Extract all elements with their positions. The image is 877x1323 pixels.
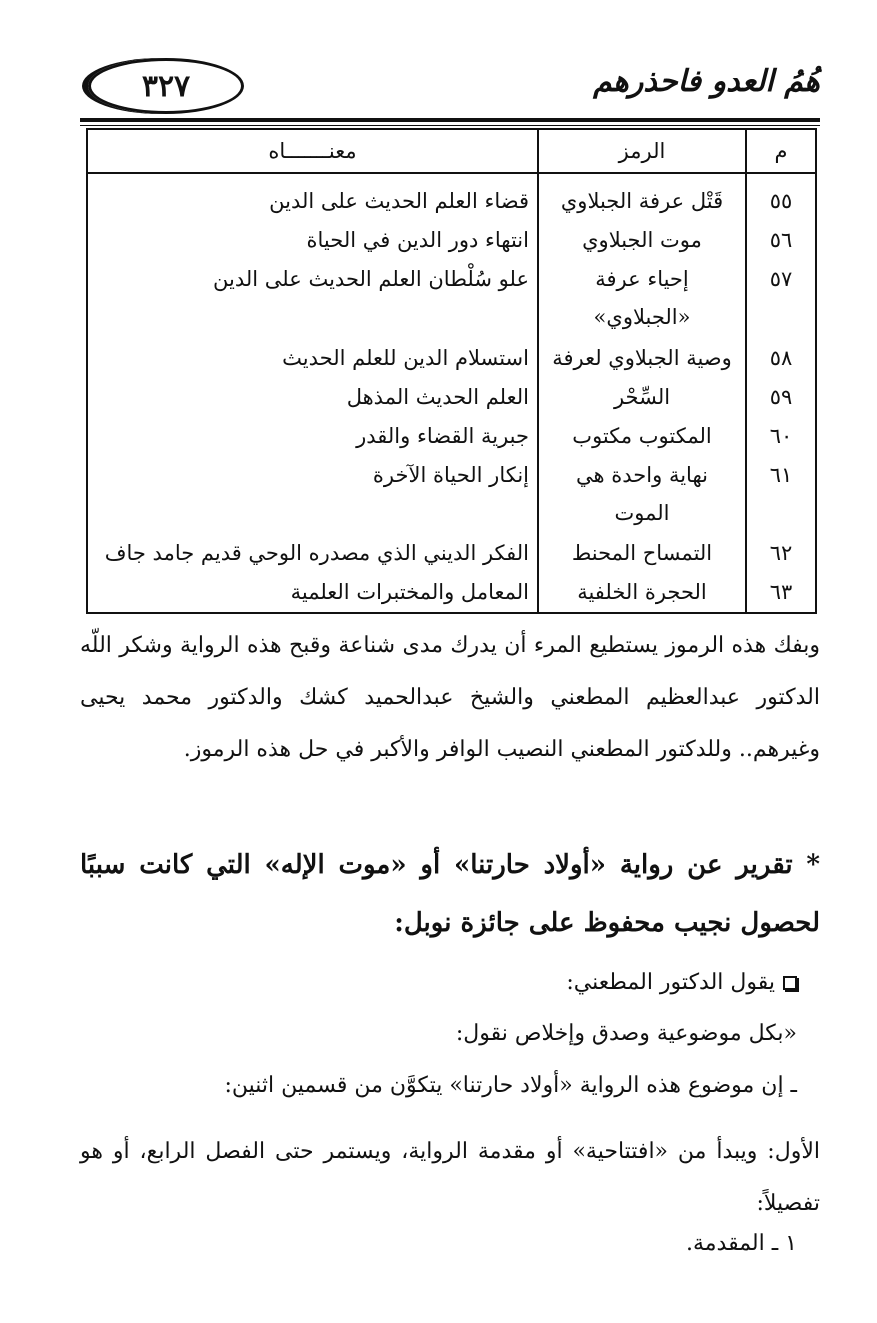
page-number-badge: ٣٢٧ — [88, 58, 244, 114]
dash-line: ـ إن موضوع هذه الرواية «أولاد حارتنا» يتكوَّن من قسمين اثنين: — [224, 1073, 797, 1098]
table-row — [87, 378, 816, 417]
paragraph-symbols-summary: وبفك هذه الرموز يستطيع المرء أن يدرك مدى شناعة وقبح هذه الرواية وشكر اللّه الدكتور عبدالعظيم المطعني والشيخ عبدالحميد كشك والدكتور محمد يحيى وغيرهم.. وللدكتور المطعني النصيب الوافر والأكبر في حل هذه الرموز. — [80, 633, 820, 762]
row-symbol: نهاية واحدة هي الموت — [538, 456, 746, 534]
row-symbol: الحجرة الخلفية — [538, 573, 746, 613]
header-rule-thick — [80, 118, 820, 122]
table-row — [87, 339, 816, 378]
list-item: ١ ـ المقدمة. — [685, 1231, 797, 1256]
header-symbol: الرمز — [538, 129, 746, 173]
running-title: هُمُ العدو فاحذرهم — [593, 64, 820, 99]
bullet-text: يقول الدكتور المطعني: — [566, 970, 775, 995]
row-meaning: الفكر الديني الذي مصدره الوحي قديم جامد جاف — [87, 534, 538, 573]
row-num: ٥٥ — [746, 173, 816, 221]
row-meaning: قضاء العلم الحديث على الدين — [87, 173, 538, 221]
row-num: ٥٩ — [746, 378, 816, 417]
row-num: ٦٢ — [746, 534, 816, 573]
row-meaning: علو سُلْطان العلم الحديث على الدين — [87, 260, 538, 338]
symbols-table — [86, 128, 817, 614]
table-row — [87, 456, 816, 534]
row-symbol: وصية الجبلاوي لعرفة — [538, 339, 746, 378]
table-row — [87, 534, 816, 573]
table-header-row — [87, 129, 816, 173]
row-symbol: موت الجبلاوي — [538, 221, 746, 260]
table-row — [87, 221, 816, 260]
table-row — [87, 417, 816, 456]
page-header — [80, 52, 820, 116]
section-heading: * تقرير عن رواية «أولاد حارتنا» أو «موت الإله» التي كانت سببًا لحصول نجيب محفوظ على جائزة نوبل: — [80, 850, 820, 938]
row-num: ٦٣ — [746, 573, 816, 613]
row-symbol: قَتْل عرفة الجبلاوي — [538, 173, 746, 221]
quote-line: «بكل موضوعية وصدق وإخلاص نقول: — [455, 1021, 797, 1046]
row-num: ٦٠ — [746, 417, 816, 456]
row-meaning: إنكار الحياة الآخرة — [87, 456, 538, 534]
row-symbol: المكتوب مكتوب — [538, 417, 746, 456]
row-num: ٥٧ — [746, 260, 816, 338]
table-row — [87, 260, 816, 338]
row-symbol: إحياء عرفة «الجبلاوي» — [538, 260, 746, 338]
header-meaning: معنـــــــاه — [87, 129, 538, 173]
row-symbol: السِّحْر — [538, 378, 746, 417]
row-num: ٥٦ — [746, 221, 816, 260]
square-bullet-icon — [783, 976, 797, 990]
row-meaning: العلم الحديث المذهل — [87, 378, 538, 417]
paragraph-first-part: الأول: ويبدأ من «افتتاحية» أو مقدمة الرواية، ويستمر حتى الفصل الرابع، أو هو تفصيلاً: — [80, 1139, 820, 1216]
table-row — [87, 573, 816, 613]
bullet-line — [566, 963, 797, 1003]
table-row — [87, 173, 816, 221]
row-meaning: جبرية القضاء والقدر — [87, 417, 538, 456]
header-rule-thin — [80, 125, 820, 126]
row-num: ٦١ — [746, 456, 816, 534]
row-meaning: المعامل والمختبرات العلمية — [87, 573, 538, 613]
row-meaning: استسلام الدين للعلم الحديث — [87, 339, 538, 378]
row-symbol: التمساح المحنط — [538, 534, 746, 573]
header-num: م — [746, 129, 816, 173]
row-num: ٥٨ — [746, 339, 816, 378]
row-meaning: انتهاء دور الدين في الحياة — [87, 221, 538, 260]
